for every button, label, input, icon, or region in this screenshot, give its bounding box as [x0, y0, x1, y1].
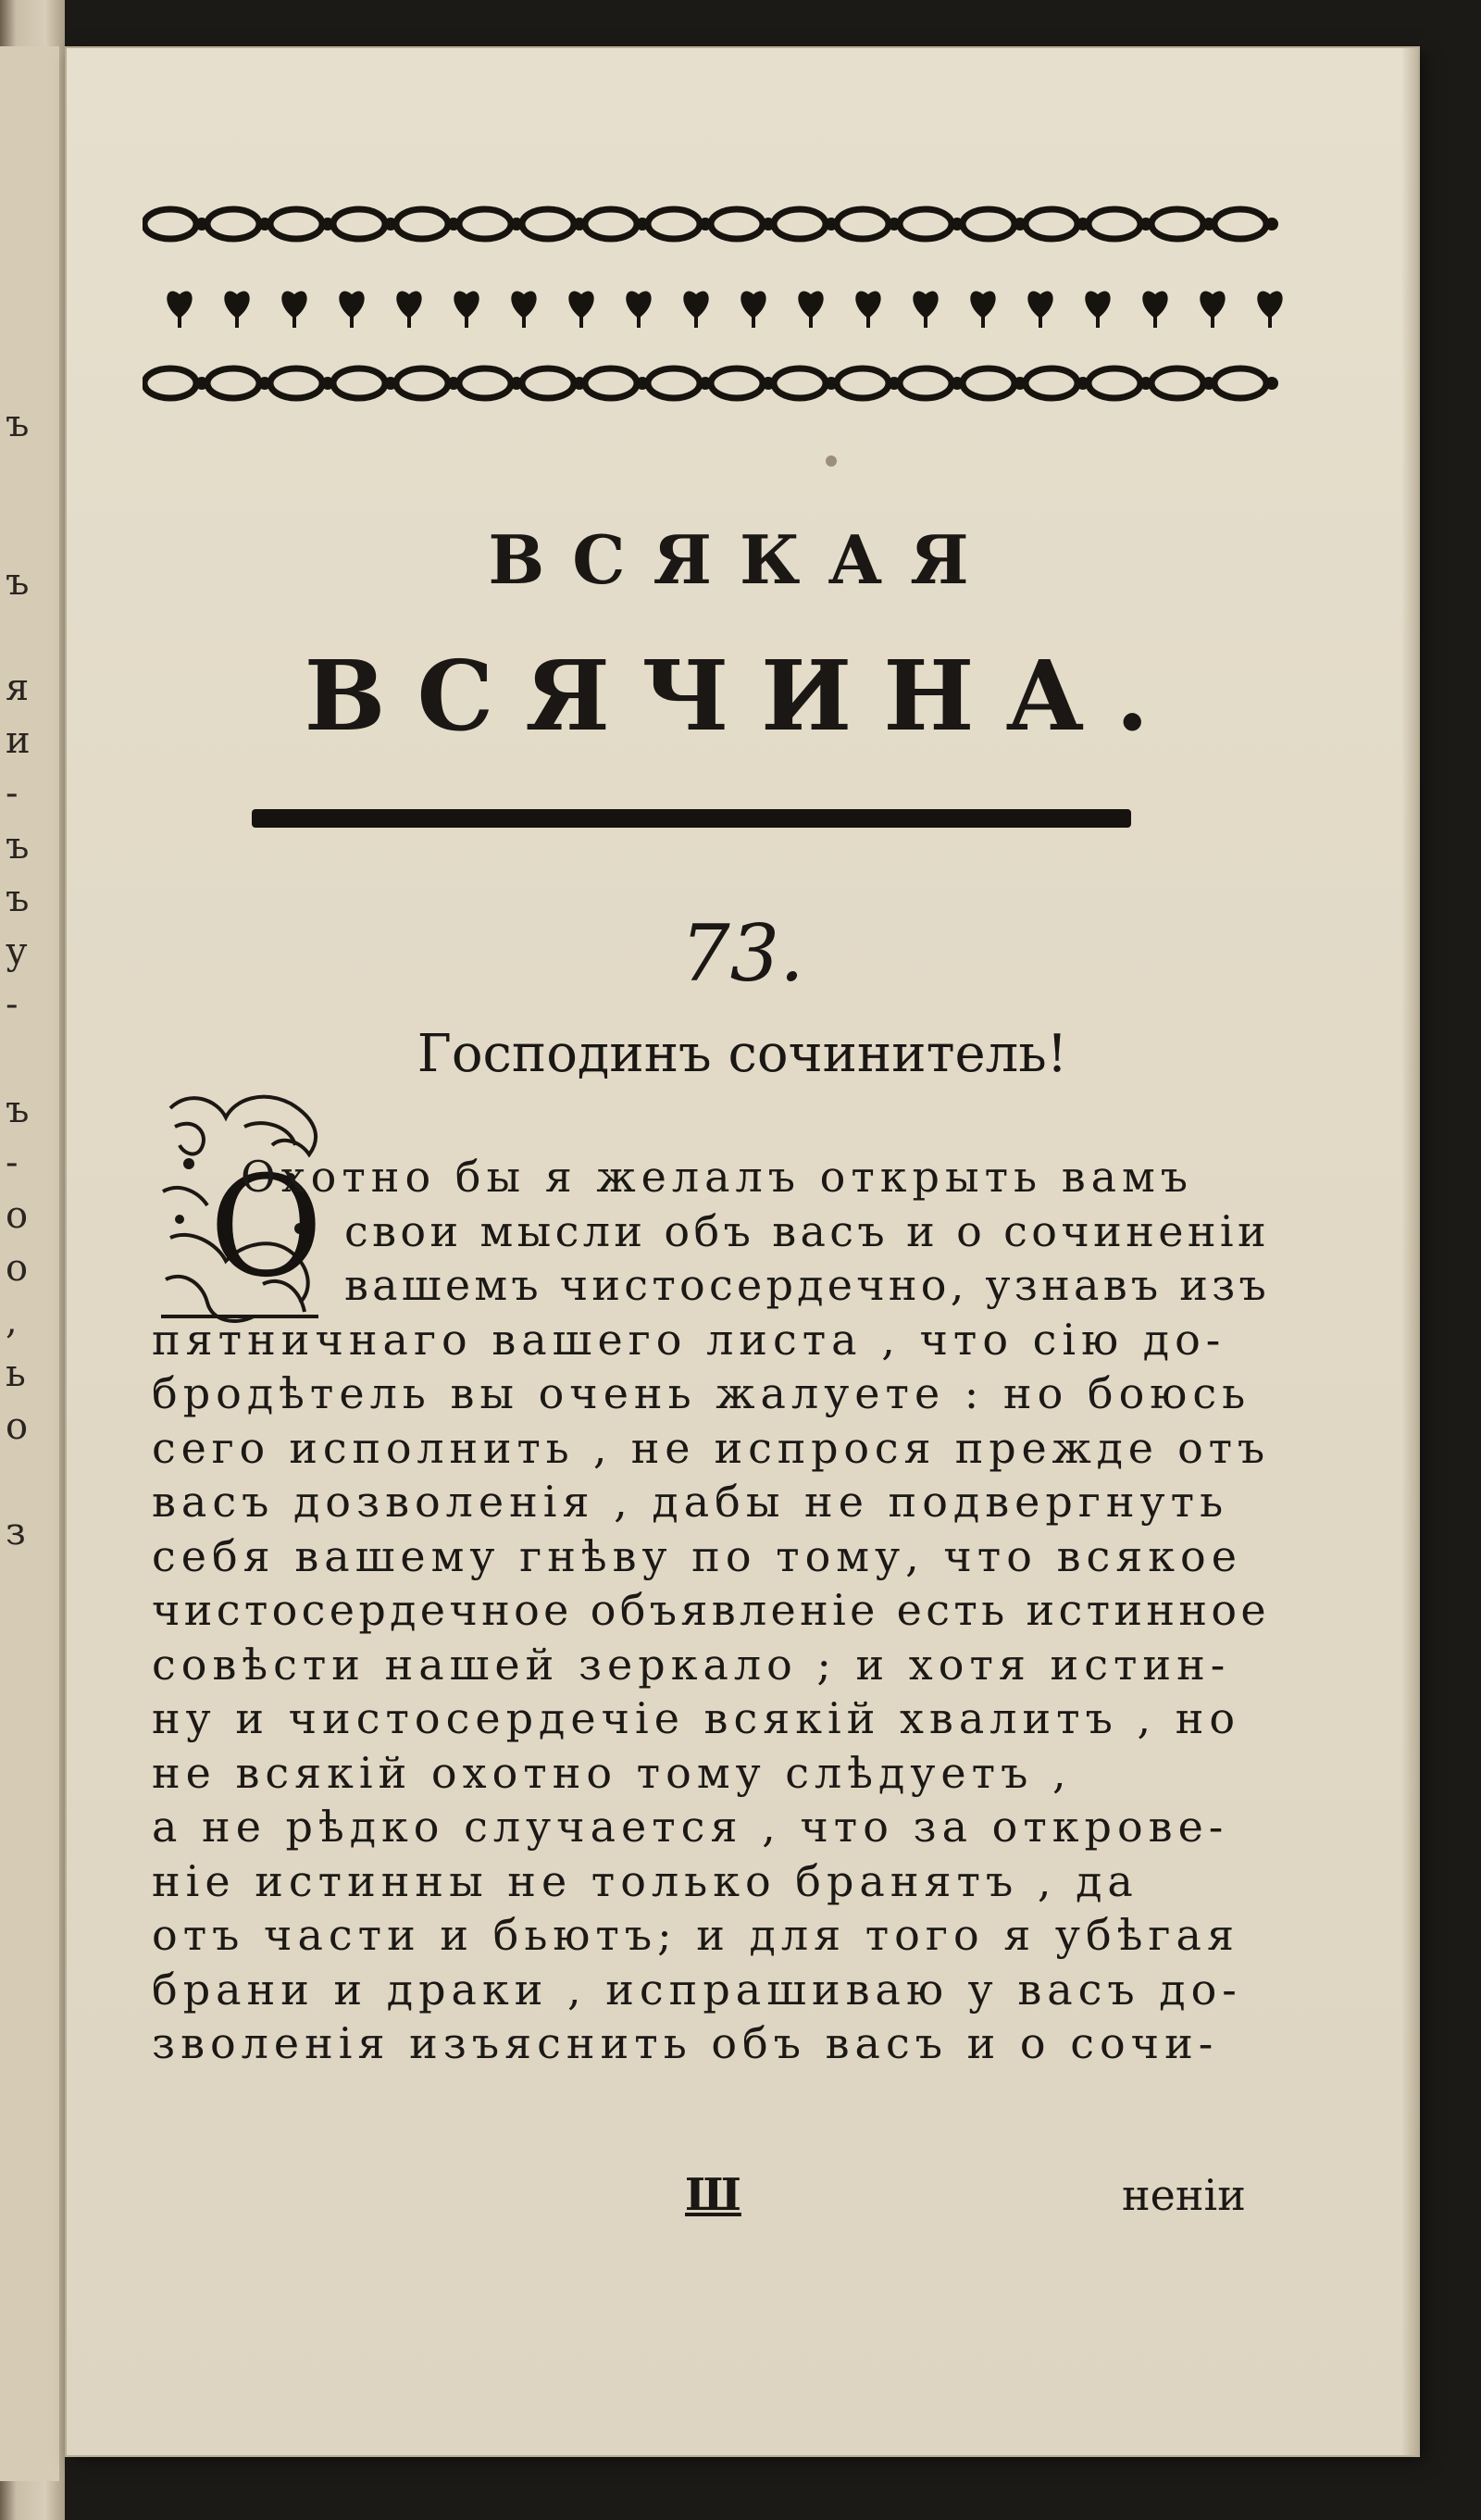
- margin-character: о: [6, 1405, 29, 1448]
- ornament-link: [963, 209, 1014, 239]
- previous-page-margin-text: [6, 398, 52, 2481]
- ornament-bead: [1265, 377, 1278, 390]
- ornament-link: [1151, 368, 1203, 398]
- ornament-fleuron: [454, 292, 479, 318]
- periodical-title-line2: ВСЯЧИНА.: [304, 639, 1181, 753]
- ornament-fleuron: [396, 292, 421, 318]
- margin-character: ,: [6, 1300, 18, 1342]
- margin-character: [6, 609, 52, 662]
- ornament-link: [837, 368, 889, 398]
- ornament-fleuron: [855, 292, 880, 318]
- catchword: неніи: [1122, 2170, 1246, 2220]
- margin-character: ъ: [6, 1089, 30, 1131]
- body-text-line: васъ дозволенія , дабы не подвергнуть: [152, 1477, 1229, 1527]
- ornament-fleuron: [1257, 292, 1282, 318]
- body-text-line: чистосердечное объявленіе есть истинное: [152, 1585, 1270, 1635]
- ornament-link: [1089, 368, 1140, 398]
- ornament-fleuron: [511, 292, 536, 318]
- ornament-fleuron: [1200, 292, 1225, 318]
- body-text-line: сего исполнить , не испрося прежде отъ: [152, 1422, 1270, 1473]
- margin-character: -: [6, 1141, 19, 1184]
- ornament-link: [1089, 209, 1140, 239]
- drop-cap-letter: О: [209, 1147, 323, 1308]
- margin-character: з: [6, 1511, 26, 1553]
- ornament-link: [837, 209, 889, 239]
- margin-character: [6, 1453, 52, 1506]
- margin-character: [6, 504, 52, 556]
- ornament-fleuron: [1027, 292, 1052, 318]
- letter-salutation: Господинъ сочинитель!: [417, 1024, 1068, 1084]
- margin-character: -: [6, 983, 19, 1026]
- ornament-fleuron: [1085, 292, 1110, 318]
- margin-character: о: [6, 1247, 29, 1290]
- ornament-link: [207, 368, 259, 398]
- ornament-link: [774, 368, 826, 398]
- ornament-link: [459, 209, 511, 239]
- ornament-link: [648, 209, 700, 239]
- margin-character: я: [6, 667, 30, 709]
- body-text-line: свои мысли объ васъ и о сочиненіи: [344, 1205, 1270, 1256]
- margin-character: [6, 1031, 52, 1084]
- ornament-link: [1214, 368, 1266, 398]
- ornament-row-middle: [167, 292, 1282, 328]
- ornament-fleuron: [1142, 292, 1167, 318]
- issue-number: 73.: [680, 908, 804, 999]
- ornament-link: [207, 209, 259, 239]
- ornament-link: [333, 368, 385, 398]
- paper-stain: [826, 455, 837, 467]
- ornament-fleuron: [740, 292, 765, 318]
- body-text-line: отъ части и бьютъ; и для того я убѣгая: [152, 1910, 1239, 1960]
- ornament-link: [396, 368, 448, 398]
- ornament-link: [333, 209, 385, 239]
- previous-page-edge: [0, 46, 59, 2481]
- ornament-link: [711, 368, 763, 398]
- body-text-line: совѣсти нашей зеркало ; и хотя истин-: [152, 1639, 1231, 1690]
- body-text-line: пятничнаго вашего листа , что сію до-: [152, 1314, 1226, 1365]
- ornament-fleuron: [913, 292, 938, 318]
- ornament-link: [270, 209, 322, 239]
- margin-character: -: [6, 772, 19, 815]
- ornament-link: [585, 368, 637, 398]
- ornament-link: [774, 209, 826, 239]
- ornament-fleuron: [683, 292, 708, 318]
- ornament-link: [396, 209, 448, 239]
- body-text-line: ну и чистосердечіе всякій хвалитъ , но: [152, 1693, 1241, 1743]
- margin-character: ъ: [6, 561, 30, 604]
- ornament-fleuron: [626, 292, 651, 318]
- periodical-title-line1: ВСЯКАЯ: [488, 520, 997, 599]
- ornament-link: [1151, 209, 1203, 239]
- ornament-fleuron: [224, 292, 249, 318]
- ornament-fleuron: [568, 292, 593, 318]
- margin-character: ь: [6, 1353, 26, 1395]
- ornament-fleuron: [339, 292, 364, 318]
- margin-character: о: [6, 1194, 29, 1237]
- signature-mark: Ш: [685, 2169, 741, 2221]
- ornament-link: [1026, 368, 1077, 398]
- ornamental-header-band: [143, 185, 1309, 417]
- body-text-line: бродѣтель вы очень жалуете : но боюсь: [152, 1368, 1251, 1418]
- ornament-link: [459, 368, 511, 398]
- margin-character: и: [6, 719, 31, 762]
- body-text-line: брани и драки , испрашиваю у васъ до-: [152, 1964, 1242, 2015]
- margin-character: ъ: [6, 825, 30, 867]
- ornament-link: [648, 368, 700, 398]
- ornament-fleuron: [281, 292, 306, 318]
- ornament-bead: [1265, 218, 1278, 231]
- body-text-line: ніе истинны не только бранятъ , да: [152, 1855, 1139, 1906]
- ornament-link: [270, 368, 322, 398]
- ornament-link: [144, 368, 196, 398]
- body-text-line: а не рѣдко случается , что за открове-: [152, 1802, 1229, 1852]
- ornament-row-bottom: [144, 368, 1278, 398]
- body-text-line: не всякій охотно тому слѣдуетъ ,: [152, 1747, 1072, 1798]
- ornament-row-top: [144, 209, 1278, 239]
- ornament-fleuron: [167, 292, 192, 318]
- title-rule-divider: [252, 809, 1131, 828]
- margin-character: у: [6, 930, 28, 973]
- ornament-link: [711, 209, 763, 239]
- decorated-drop-cap: [152, 1090, 328, 1332]
- ornament-link: [963, 368, 1014, 398]
- ornament-link: [900, 368, 952, 398]
- ornament-link: [1214, 209, 1266, 239]
- ornament-link: [522, 209, 574, 239]
- body-text-line: себя вашему гнѣву по тому, что всякое: [152, 1530, 1242, 1581]
- ornament-link: [900, 209, 952, 239]
- ornament-link: [1026, 209, 1077, 239]
- body-text-line: зволенія изъяснить объ васъ и о сочи-: [152, 2018, 1219, 2068]
- margin-character: ъ: [6, 403, 30, 445]
- ornament-link: [522, 368, 574, 398]
- ornament-link: [144, 209, 196, 239]
- margin-character: [6, 451, 52, 504]
- body-text-line: Охотно бы я желалъ открыть вамъ: [241, 1152, 1194, 1202]
- book-page: [67, 48, 1418, 2455]
- ornament-link: [585, 209, 637, 239]
- body-text-line: вашемъ чистосердечно, узнавъ изъ: [344, 1260, 1270, 1310]
- margin-character: ъ: [6, 878, 30, 920]
- ornament-fleuron: [970, 292, 995, 318]
- ornament-fleuron: [798, 292, 823, 318]
